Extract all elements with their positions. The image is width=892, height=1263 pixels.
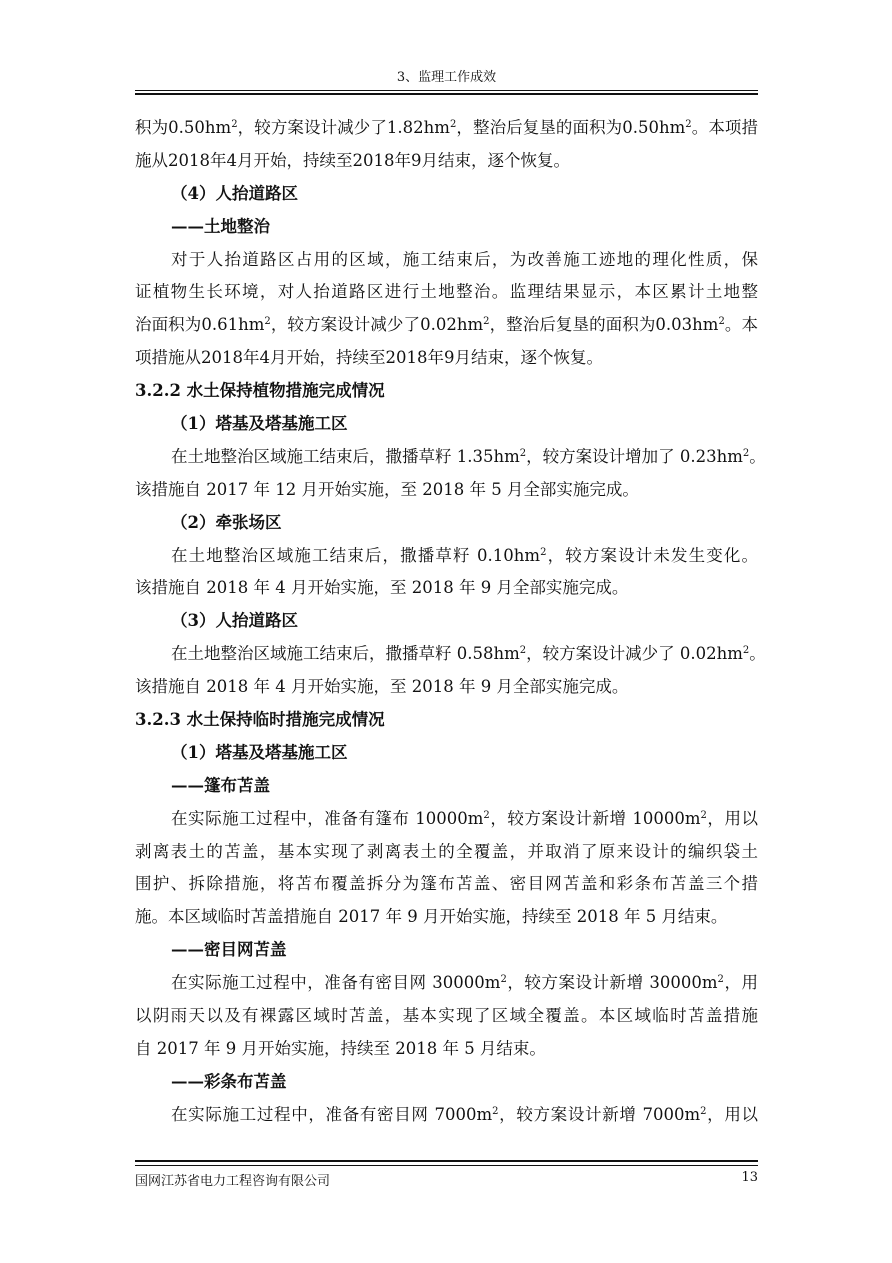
text-line: 在土地整治区域施工结束后，撒播草籽 $0.10hm^2$，较方案设计未发生变化。 (171, 545, 758, 565)
footer-rule-thick (135, 1160, 758, 1162)
text-line: 项措施从2018年4月开始，持续至2018年9月结束，逐个恢复。 (135, 348, 603, 368)
text-line: 在实际施工过程中，准备有密目网 $7000m^2$，较方案设计新增 $7000m^2$，用以 (171, 1104, 758, 1124)
running-header: 3、监理工作成效 (396, 70, 497, 85)
section-heading-line: 3.2.3 水土保持临时措施完成情况 (135, 710, 385, 730)
section-heading-line: （1）塔基及塔基施工区 (171, 742, 348, 762)
text-line: 该措施自 2017 年 12 月开始实施，至 2018 年 5 月全部实施完成。 (135, 479, 639, 499)
section-heading-line: ——土地整治 (171, 216, 270, 236)
text-line: 在土地整治区域施工结束后，撒播草籽 $1.35hm^2$，较方案设计增加了 $0.23hm^2$。 (171, 446, 766, 466)
section-heading-line: ——彩条布苫盖 (171, 1071, 287, 1091)
text-line: 证植物生长环境，对人抬道路区进行土地整治。监理结果显示，本区累计土地整 (135, 282, 758, 302)
header-rule (135, 90, 758, 91)
text-line: 剥离表土的苫盖，基本实现了剥离表土的全覆盖，并取消了原来设计的编织袋土 (135, 841, 758, 861)
page-number: 13 (741, 1170, 758, 1185)
text-line: 自 2017 年 9 月开始实施，持续至 2018 年 5 月结束。 (135, 1038, 546, 1058)
section-heading-line: （4）人抬道路区 (171, 183, 298, 203)
text-line: 积为$0.50hm^2$，较方案设计减少了$1.82hm^2$，整治后复垦的面积为$0.50hm^2$。本项措 (135, 118, 759, 137)
header-rule-thick (135, 93, 758, 95)
document-body (135, 112, 766, 1132)
text-line: 以阴雨天以及有裸露区域时苫盖，基本实现了区域全覆盖。本区域临时苫盖措施 (135, 1006, 758, 1026)
text-line: 在实际施工过程中，准备有篷布 $10000m^2$，较方案设计新增 $10000m^2$，用以 (171, 808, 758, 828)
section-heading-line: 3.2.2 水土保持植物措施完成情况 (135, 381, 385, 401)
footer-rule (135, 1165, 758, 1166)
text-line: 该措施自 2018 年 4 月开始实施，至 2018 年 9 月全部实施完成。 (135, 677, 629, 697)
text-line: 施从2018年4月开始，持续至2018年9月结束，逐个恢复。 (135, 150, 570, 170)
text-line: 治面积为$0.61hm^2$，较方案设计减少了$0.02hm^2$，整治后复垦的面积为$0.03hm^2$。本 (135, 315, 759, 335)
section-heading-line: （1）塔基及塔基施工区 (171, 414, 348, 434)
section-heading-line: ——篷布苫盖 (171, 775, 270, 795)
footer-organization: 国网江苏省电力工程咨询有限公司 (135, 1174, 331, 1189)
section-heading-line: （3）人抬道路区 (171, 611, 298, 631)
text-line: 在实际施工过程中，准备有密目网 $30000m^2$，较方案设计新增 $30000m^2$，用 (171, 973, 758, 993)
text-line: 围护、拆除措施，将苫布覆盖拆分为篷布苫盖、密目网苫盖和彩条布苫盖三个措 (135, 874, 758, 894)
section-heading-line: ——密目网苫盖 (171, 940, 287, 960)
text-line: 对于人抬道路区占用的区域，施工结束后，为改善施工迹地的理化性质，保 (171, 249, 758, 269)
text-line: 该措施自 2018 年 4 月开始实施，至 2018 年 9 月全部实施完成。 (135, 578, 629, 598)
section-heading-line: （2）牵张场区 (171, 512, 282, 532)
text-line: 在土地整治区域施工结束后，撒播草籽 $0.58hm^2$，较方案设计减少了 $0.02hm^2$。 (171, 644, 766, 664)
text-line: 施。本区域临时苫盖措施自 2017 年 9 月开始实施，持续至 2018 年 5 月结束。 (135, 907, 728, 927)
